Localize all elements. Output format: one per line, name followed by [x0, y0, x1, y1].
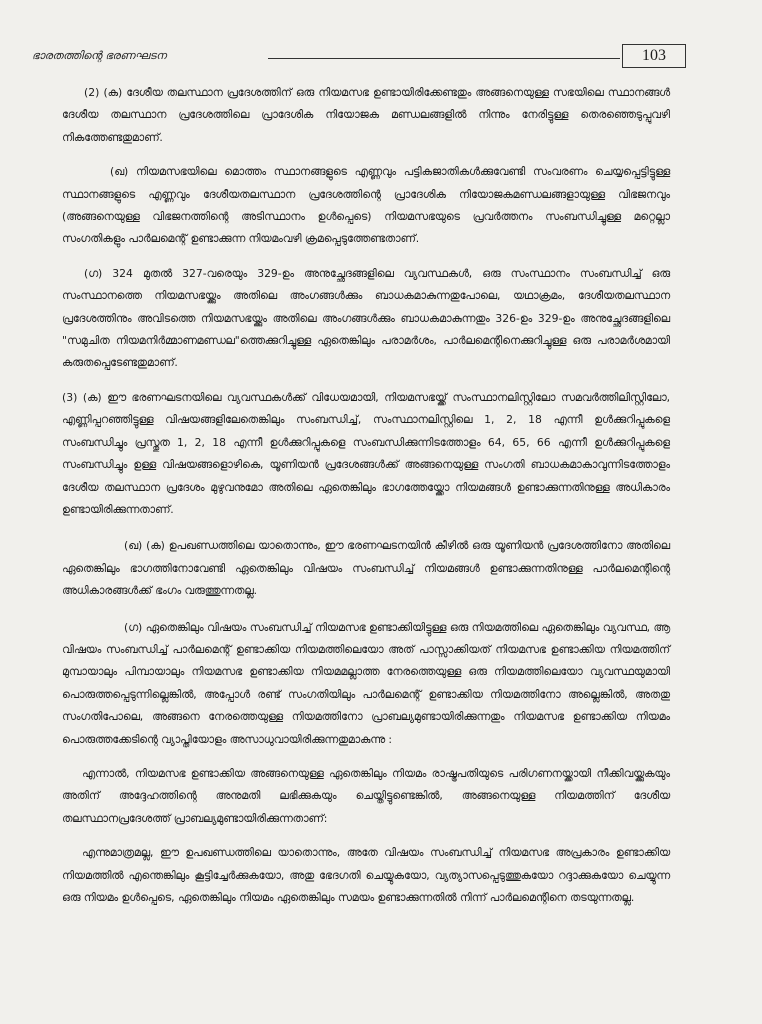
- paragraph-3-ga: (ഗ) ഏതെങ്കിലും വിഷയം സംബന്ധിച്ച് നിയമസഭ ഉണ്ടാക്കിയിട്ടുള്ള ഒരു നിയമത്തിലെ ഏതെങ്കിലും വ്യവസ്ഥ, ആ വിഷയം സംബന്ധിച്ച് പാർലമെന്റ് ഉണ്ടാക്കിയ നിയമത്തിലെയോ അത് പാസ്സാക്കിയത് നിയമസഭ ഉണ്ടാക്കിയ നിയമത്തിന് മുമ്പായാലും പിമ്പായാലും നിയമസഭ ഉണ്ടാക്കിയ നിയമമല്ലാത്ത നേരത്തെയുള്ള ഒരു നിയമത്തിലെയോ വ്യവസ്ഥയുമായി പൊരുത്തപ്പെടുന്നില്ലെങ്കിൽ, അപ്പോൾ രണ്ട് സംഗതിയിലും പാർലമെന്റ് ഉണ്ടാക്കിയ നിയമത്തിനോ അല്ലെങ്കിൽ, അതതു സംഗതിപോലെ, അങ്ങനെ നേരത്തെയുള്ള നിയമത്തിനോ പ്രാബല്യമുണ്ടായിരിക്കുന്നതും നിയമസഭ ഉണ്ടാക്കിയ നിയമം പൊരുത്തക്കേടിന്റെ വ്യാപ്തിയോളം അസാധുവായിരിക്കുന്നതുമാകുന്നു :: [62, 620, 670, 746]
- proviso-2: എന്നുമാത്രമല്ല, ഈ ഉപഖണ്ഡത്തിലെ യാതൊന്നും, അതേ വിഷയം സംബന്ധിച്ച് നിയമസഭ അപ്രകാരം ഉണ്ടാക്കിയ നിയമത്തിൽ എന്തെങ്കിലും കൂട്ടിച്ചേർക്കുകയോ, അതു ഭേദഗതി ചെയ്യുകയോ, വ്യത്യാസപ്പെടുത്തുകയോ റദ്ദാക്കുകയോ ചെയ്യുന്ന ഒരു നിയമം ഉൾപ്പെടെ, ഏതെങ്കിലും നിയമം ഏതെങ്കിലും സമയം ഉണ്ടാക്കുന്നതിൽ നിന്ന് പാർലമെന്റിനെ തടയുന്നതല്ല.: [62, 846, 670, 904]
- paragraph-2-ka: (2) (ക) ദേശീയ തലസ്ഥാന പ്രദേശത്തിന് ഒരു നിയമസഭ ഉണ്ടായിരിക്കേണ്ടതും അങ്ങനെയുള്ള സഭയിലെ സ്ഥാനങ്ങൾ ദേശീയ തലസ്ഥാന പ്രദേശത്തിലെ പ്രാദേശിക നിയോജക മണ്ഡലങ്ങളിൽ നിന്നും നേരിട്ടുള്ള തെരഞ്ഞെടുപ്പുവഴി നികത്തേണ്ടതുമാണ്.: [62, 86, 670, 144]
- paragraph-3-kha: (ഖ) (ക) ഉപഖണ്ഡത്തിലെ യാതൊന്നും, ഈ ഭരണഘടനയിൻ കീഴിൽ ഒരു യൂണിയൻ പ്രദേശത്തിനോ അതിലെ ഏതെങ്കിലും ഭാഗത്തിനോവേണ്ടി ഏതെങ്കിലും വിഷയം സംബന്ധിച്ച് നിയമങ്ങൾ ഉണ്ടാക്കുന്നതിനുള്ള പാർലമെന്റിന്റെ അധികാരങ്ങൾക്ക് ഭംഗം വരുത്തുന്നതല്ല.: [62, 539, 670, 598]
- page-number: 103: [622, 44, 686, 68]
- page-header: [32, 42, 730, 72]
- document-body: [62, 82, 670, 909]
- paragraph-3-ka: (3) (ക) ഈ ഭരണഘടനയിലെ വ്യവസ്ഥകൾക്ക് വിധേയമായി, നിയമസഭയ്ക്ക് സംസ്ഥാനലിസ്റ്റിലോ സമവർത്തിലിസ്റ്റിലോ, എണ്ണിപ്പറഞ്ഞിട്ടുള്ള വിഷയങ്ങളിലേതെങ്കിലും സംബന്ധിച്ച്, സംസ്ഥാനലിസ്റ്റിലെ 1, 2, 18 എന്നീ ഉൾക്കുറിപ്പുകളെ സംബന്ധിച്ചും പ്രസ്തുത 1, 2, 18 എന്നീ ഉൾക്കുറിപ്പുകളെ സംബന്ധിക്കുന്നിടത്തോളം 64, 65, 66 എന്നീ ഉൾക്കുറിപ്പുകളെ സംബന്ധിച്ചും ഉള്ള വിഷയങ്ങളൊഴികെ, യൂണിയൻ പ്രദേശങ്ങൾക്ക് അങ്ങനെയുള്ള സംഗതി ബാധകമാകാവുന്നിടത്തോളം ദേശീയ തലസ്ഥാന പ്രദേശം മുഴുവനുമോ അതിലെ ഏതെങ്കിലും ഭാഗത്തേയ്ക്കോ നിയമങ്ങൾ ഉണ്ടാക്കുന്നതിനുള്ള അധികാരം ഉണ്ടായിരിക്കുന്നതാണ്.: [62, 390, 670, 516]
- paragraph-2-kha: (ഖ) നിയമസഭയിലെ മൊത്തം സ്ഥാനങ്ങളുടെ എണ്ണവും പട്ടികജാതികൾക്കുവേണ്ടി സംവരണം ചെയ്യപ്പെട്ടിട്ടുള്ള സ്ഥാനങ്ങളുടെ എണ്ണവും ദേശീയതലസ്ഥാന പ്രദേശത്തിന്റെ പ്രാദേശിക നിയോജകമണ്ഡലങ്ങളായുള്ള വിഭജനവും (അങ്ങനെയുള്ള വിഭജനത്തിന്റെ അടിസ്ഥാനം ഉൾപ്പെടെ) നിയമസഭയുടെ പ്രവർത്തനം സംബന്ധിച്ചുള്ള മറ്റെല്ലാ സംഗതികളും പാർലമെന്റ് ഉണ്ടാക്കുന്ന നിയമംവഴി ക്രമപ്പെടുത്തേണ്ടതാണ്.: [62, 165, 670, 246]
- paragraph-2-ga: (ഗ) 324 മുതൽ 327-വരെയും 329-ഉം അനുച്ഛേദങ്ങളിലെ വ്യവസ്ഥകൾ, ഒരു സംസ്ഥാനം സംബന്ധിച്ച് ഒരു സംസ്ഥാനത്തെ നിയമസഭയ്ക്കും അതിലെ അംഗങ്ങൾക്കും ബാധകമാകുന്നതുപോലെ, യഥാക്രമം, ദേശീയതലസ്ഥാന പ്രദേശത്തിനും അവിടത്തെ നിയമസഭയ്ക്കും അതിലെ അംഗങ്ങൾക്കും ബാധകമാകുന്നതും 326-ഉം 329-ഉം അനുച്ഛേദങ്ങളിലെ "സമുചിത നിയമനിർമ്മാണമണ്ഡല"ത്തെക്കുറിച്ചുള്ള ഏതെങ്കിലും പരാമർശം, പാർലമെന്റിനെക്കുറിച്ചുള്ള ഒരു പരാമർശമായി കരുതപ്പെടേണ്ടതുമാണ്.: [62, 266, 670, 370]
- running-title: ഭാരതത്തിന്റെ ഭരണഘടന: [32, 49, 167, 62]
- proviso-1: എന്നാൽ, നിയമസഭ ഉണ്ടാക്കിയ അങ്ങനെയുള്ള ഏതെങ്കിലും നിയമം രാഷ്ട്രപതിയുടെ പരിഗണനയ്ക്കായി നീക്കിവയ്ക്കുകയും അതിന് അദ്ദേഹത്തിന്റെ അനുമതി ലഭിക്കുകയും ചെയ്തിട്ടുണ്ടെങ്കിൽ, അങ്ങനെയുള്ള നിയമത്തിന് ദേശീയ തലസ്ഥാനപ്രദേശത്ത് പ്രാബല്യമുണ്ടായിരിക്കുന്നതാണ്:: [62, 766, 670, 825]
- header-rule: [268, 58, 620, 59]
